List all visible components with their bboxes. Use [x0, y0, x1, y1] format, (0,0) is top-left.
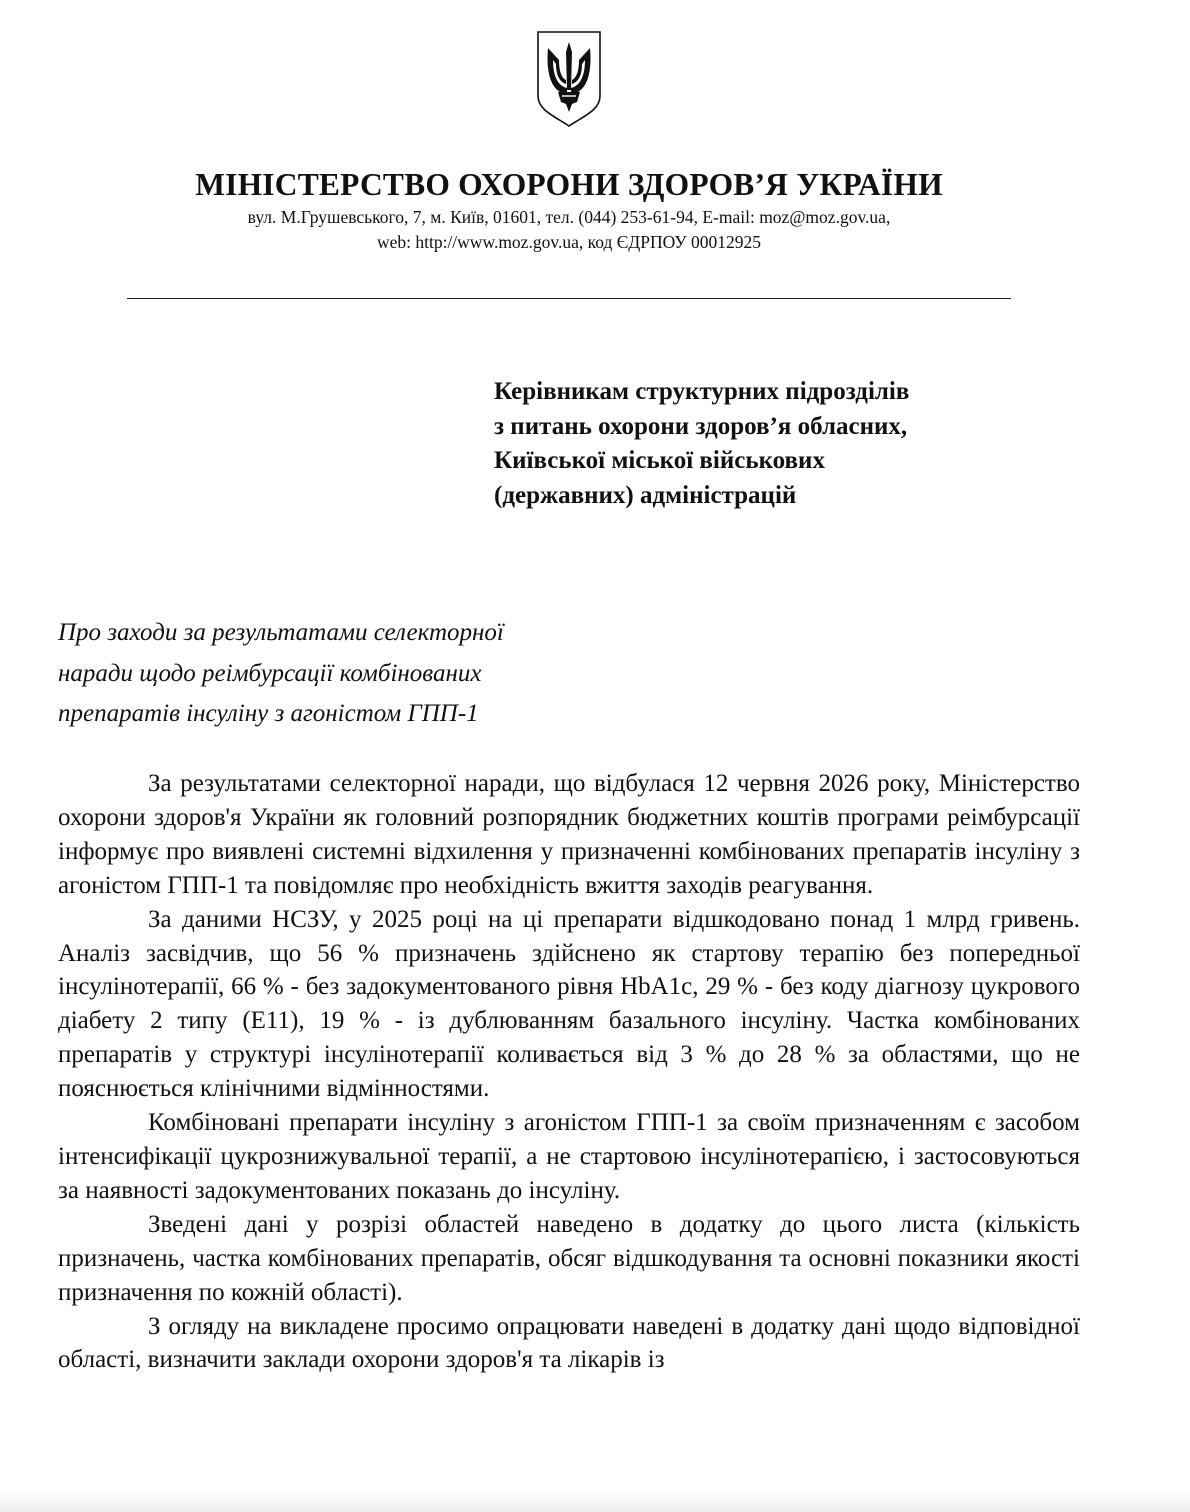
addressee-line: (державних) адміністрацій — [494, 481, 797, 509]
body-paragraph: За даними НСЗУ, у 2025 році на ці препарати відшкодовано понад 1 млрд гривень. Аналіз засвідчив, що 56 % призначень здійснено як стартову терапію без попередньої інсулінотерапії, 66 % - без задокументованого рівня HbA1c, 29 % - без коду діагнозу цукрового діабету 2 типу (E11), 19 % - із дублюванням базального інсуліну. Частка комбінованих препаратів у структурі інсулінотерапії коливається від 3 % до 28 % за областями, що не пояснюється клінічними відмінностями. — [58, 905, 1080, 1103]
subject-line: наради щодо реімбурсації комбінованих — [58, 659, 482, 687]
contacts-line-web: web: http://www.moz.gov.ua, код ЄДРПОУ 00012925 — [376, 232, 762, 252]
page-bottom-fade — [0, 1490, 1190, 1512]
subject-line: препаратів інсуліну з агоністом ГПП-1 — [58, 700, 479, 727]
header-divider — [127, 298, 1011, 299]
body-paragraph: Комбіновані препарати інсуліну з агоністом ГПП-1 за своїм призначенням є засобом інтенсифікації цукрознижувальної терапії, а не стартовою інсулінотерапією, і застосовуються за наявності задокументованих показань до інсуліну. — [58, 1109, 1080, 1204]
subject-line: Про заходи за результатами селекторної — [58, 619, 504, 646]
body-paragraph: Зведені дані у розрізі областей наведено в додатку до цього листа (кількість призначень, частка комбінованих препаратів, обсяг відшкодування та основні показники якості призначення по кожній області). — [58, 1210, 1080, 1306]
subject-block — [58, 613, 504, 735]
body-paragraph: З огляду на викладене просимо опрацювати наведені в додатку дані щодо відповідної області, визначити заклади охорони здоров'я та лікарів із — [58, 1312, 1080, 1374]
ukraine-trident-coat-of-arms-icon — [536, 30, 602, 128]
addressee-line: з питань охорони здоров’я обласних, — [494, 412, 908, 440]
addressee-line: Керівникам структурних підрозділів — [494, 378, 910, 405]
addressee-block — [494, 375, 909, 513]
contacts-line-address: вул. М.Грушевського, 7, м. Київ, 01601, тел. (044) 253-61-94, E-mail: moz@moz.gov.ua, — [247, 207, 891, 227]
letter-body — [58, 767, 1080, 1377]
ministry-title: МІНІСТЕРСТВО ОХОРОНИ ЗДОРОВ’Я УКРАЇНИ — [195, 167, 943, 202]
addressee-line: Київської міської військових — [494, 447, 825, 474]
body-paragraph: За результатами селекторної наради, що відбулася 12 червня 2026 року, Міністерство охорони здоров'я України як головний розпорядник бюджетних коштів програми реімбурсації інформує про виявлені системні відхилення у призначенні комбінованих препаратів інсуліну з агоністом ГПП-1 та повідомляє про необхідність вжиття заходів реагування. — [58, 770, 1080, 899]
